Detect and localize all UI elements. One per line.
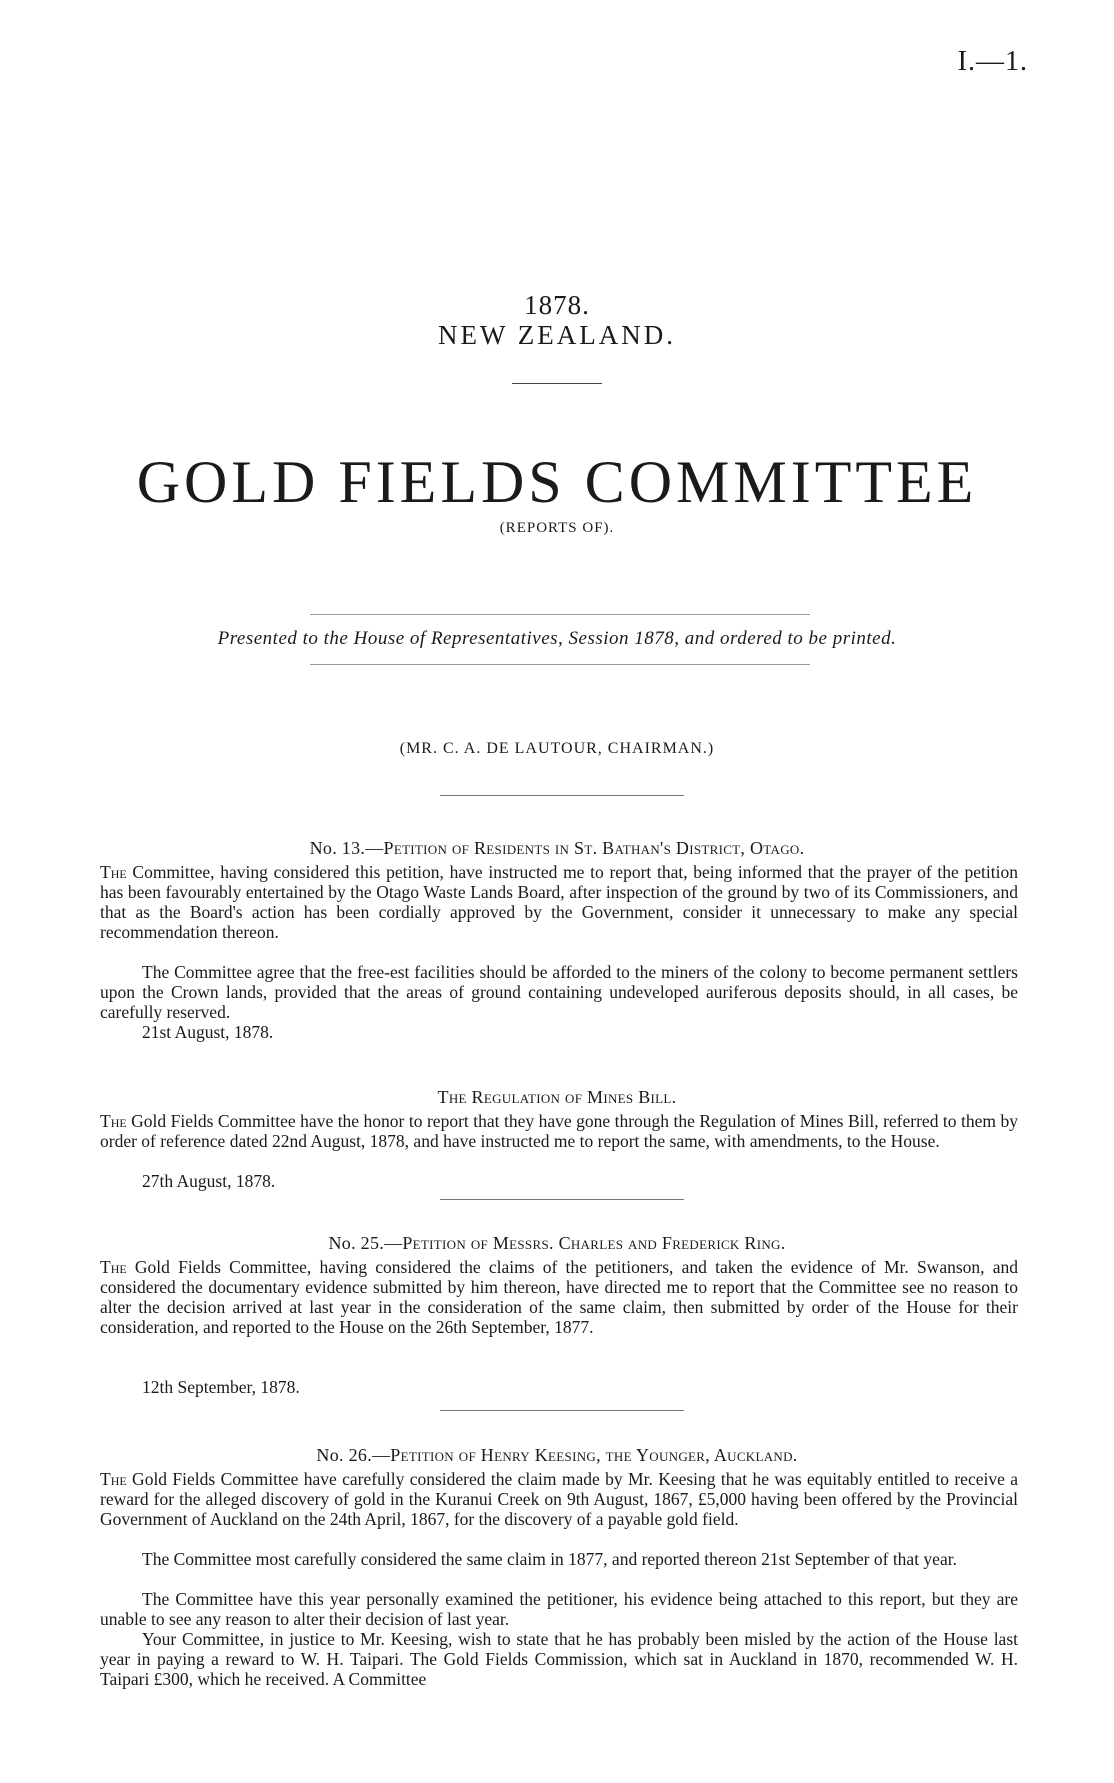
page-reference: I.—1. bbox=[957, 46, 1028, 77]
section-heading: The Regulation of Mines Bill. bbox=[437, 1087, 677, 1107]
divider bbox=[310, 614, 810, 615]
document-title: GOLD FIELDS COMMITTEE bbox=[136, 449, 978, 515]
section-paragraph: The Committee agree that the free-est facilities should be afforded to the miners of the colony to become permanent settlers upon the Crown lands, provided that the areas of ground containing undeveloped auriferous deposits should, in all cases, be carefully reserved. bbox=[100, 962, 1018, 1022]
divider bbox=[310, 664, 810, 665]
document-country: NEW ZEALAND. bbox=[438, 320, 676, 350]
section-date: 12th September, 1878. bbox=[142, 1377, 300, 1397]
chairman-line: (MR. C. A. DE LAUTOUR, CHAIRMAN.) bbox=[399, 740, 715, 757]
document-subtitle: (REPORTS OF). bbox=[499, 520, 615, 536]
section-paragraph: The Gold Fields Committee have carefully considered the claim made by Mr. Keesing that he was equitably entitled to receive a reward for the alleged discovery of gold in the Kuranui Creek on 9th August, 1867, £5,000 having been offered by the Provincial Government of Auckland on the 24th April, 1867, for the discovery of a payable gold field. bbox=[100, 1469, 1018, 1529]
presented-line: Presented to the House of Representatives, Session 1878, and ordered to be printed. bbox=[217, 628, 897, 649]
divider bbox=[440, 795, 684, 796]
section-paragraph: The Gold Fields Committee have the honor to report that they have gone through the Regulation of Mines Bill, referred to them by order of reference dated 22nd August, 1878, and have instructed me to report the same, with amendments, to the House. bbox=[100, 1111, 1018, 1151]
section-heading: No. 25.—Petition of Messrs. Charles and Frederick Ring. bbox=[328, 1233, 786, 1253]
section-paragraph: The Committee, having considered this petition, have instructed me to report that, being informed that the prayer of the petition has been favourably entertained by the Otago Waste Lands Board, after inspection of the ground by two of its Commissioners, and that as the Board's action has been cordially approved by the Government, consider it unnecessary to make any special recommendation thereon. bbox=[100, 862, 1018, 942]
divider bbox=[440, 1410, 684, 1411]
section-date: 21st August, 1878. bbox=[142, 1022, 274, 1042]
section-paragraph: The Committee have this year personally examined the petitioner, his evidence being attached to this report, but they are unable to see any reason to alter their decision of last year. bbox=[100, 1589, 1018, 1629]
section-heading: No. 13.—Petition of Residents in St. Bathan's District, Otago. bbox=[309, 838, 805, 858]
divider bbox=[512, 383, 602, 384]
section-paragraph: The Gold Fields Committee, having considered the claims of the petitioners, and taken the evidence of Mr. Swanson, and considered the documentary evidence submitted by him thereon, have directed me to report that the Committee see no reason to alter the decision arrived at last year in the consideration of the same claim, then submitted by order of the House for their consideration, and reported to the House on the 26th September, 1877. bbox=[100, 1257, 1018, 1337]
section-paragraph: Your Committee, in justice to Mr. Keesing, wish to state that he has probably been misled by the action of the House last year in paying a reward to W. H. Taipari. The Gold Fields Commission, which sat in Auckland in 1870, recommended W. H. Taipari £300, which he received. A Committee bbox=[100, 1629, 1018, 1689]
document-year: 1878. bbox=[524, 290, 590, 320]
section-paragraph: The Committee most carefully considered the same claim in 1877, and reported thereon 21st September of that year. bbox=[142, 1549, 957, 1569]
divider bbox=[440, 1199, 684, 1200]
section-date: 27th August, 1878. bbox=[142, 1171, 276, 1191]
section-heading: No. 26.—Petition of Henry Keesing, the Younger, Auckland. bbox=[316, 1445, 798, 1465]
